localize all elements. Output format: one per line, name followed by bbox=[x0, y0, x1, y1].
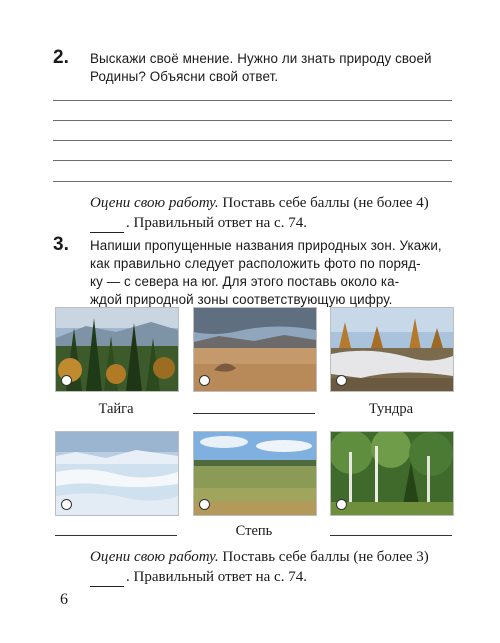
page-number: 6 bbox=[60, 591, 68, 608]
caption-blank[interactable] bbox=[193, 413, 315, 414]
question-2-number: 2. bbox=[53, 47, 69, 68]
self-assessment-1 bbox=[90, 193, 452, 233]
question-2-line-2: Родины? Объясни свой ответ. bbox=[90, 69, 279, 84]
photo-steppe bbox=[193, 431, 317, 516]
number-circle[interactable] bbox=[199, 375, 210, 386]
photo-taiga bbox=[55, 307, 179, 392]
number-circle[interactable] bbox=[61, 375, 72, 386]
photo-arctic bbox=[55, 431, 179, 516]
answer-line[interactable] bbox=[53, 100, 452, 101]
number-circle[interactable] bbox=[336, 499, 347, 510]
photo-desert bbox=[193, 307, 317, 392]
question-3-line-2: как правильно следует расположить фото по поряд- bbox=[90, 256, 421, 271]
caption-taiga: Тайга bbox=[98, 401, 134, 417]
assessment-italic: Оцени свою работу. bbox=[90, 195, 219, 211]
number-circle[interactable] bbox=[199, 499, 210, 510]
self-assessment-2 bbox=[90, 547, 452, 587]
assessment-answer-ref: . Правильный ответ на с. 74. bbox=[126, 569, 307, 585]
caption-blank[interactable] bbox=[55, 535, 177, 536]
number-circle[interactable] bbox=[336, 375, 347, 386]
answer-line[interactable] bbox=[53, 120, 452, 121]
photo-forest bbox=[330, 431, 454, 516]
score-blank[interactable] bbox=[90, 218, 124, 233]
question-3-line-4: ждой природной зоны соответствующую цифру. bbox=[90, 292, 393, 307]
caption-blank[interactable] bbox=[330, 535, 452, 536]
question-3-number: 3. bbox=[53, 234, 69, 255]
caption-steppe: Степь bbox=[235, 523, 273, 539]
caption-tundra: Тундра bbox=[368, 401, 414, 417]
question-2-text bbox=[90, 50, 452, 86]
score-blank[interactable] bbox=[90, 572, 124, 587]
question-3-text bbox=[90, 237, 452, 309]
assessment-instruction: Поставь себе баллы (не более 4) bbox=[218, 195, 429, 211]
question-2-line-1: Выскажи своё мнение. Нужно ли знать природу своей bbox=[90, 51, 432, 66]
number-circle[interactable] bbox=[61, 499, 72, 510]
answer-line[interactable] bbox=[53, 181, 452, 182]
assessment-instruction: Поставь себе баллы (не более 3) bbox=[218, 549, 429, 565]
question-3-line-3: ку — с севера на юг. Для этого поставь около ка- bbox=[90, 274, 400, 289]
assessment-answer-ref: . Правильный ответ на с. 74. bbox=[126, 215, 307, 231]
answer-line[interactable] bbox=[53, 140, 452, 141]
assessment-italic: Оцени свою работу. bbox=[90, 549, 219, 565]
question-3-line-1: Напиши пропущенные названия природных зон. Укажи, bbox=[90, 238, 442, 253]
answer-line[interactable] bbox=[53, 160, 452, 161]
photo-tundra bbox=[330, 307, 454, 392]
